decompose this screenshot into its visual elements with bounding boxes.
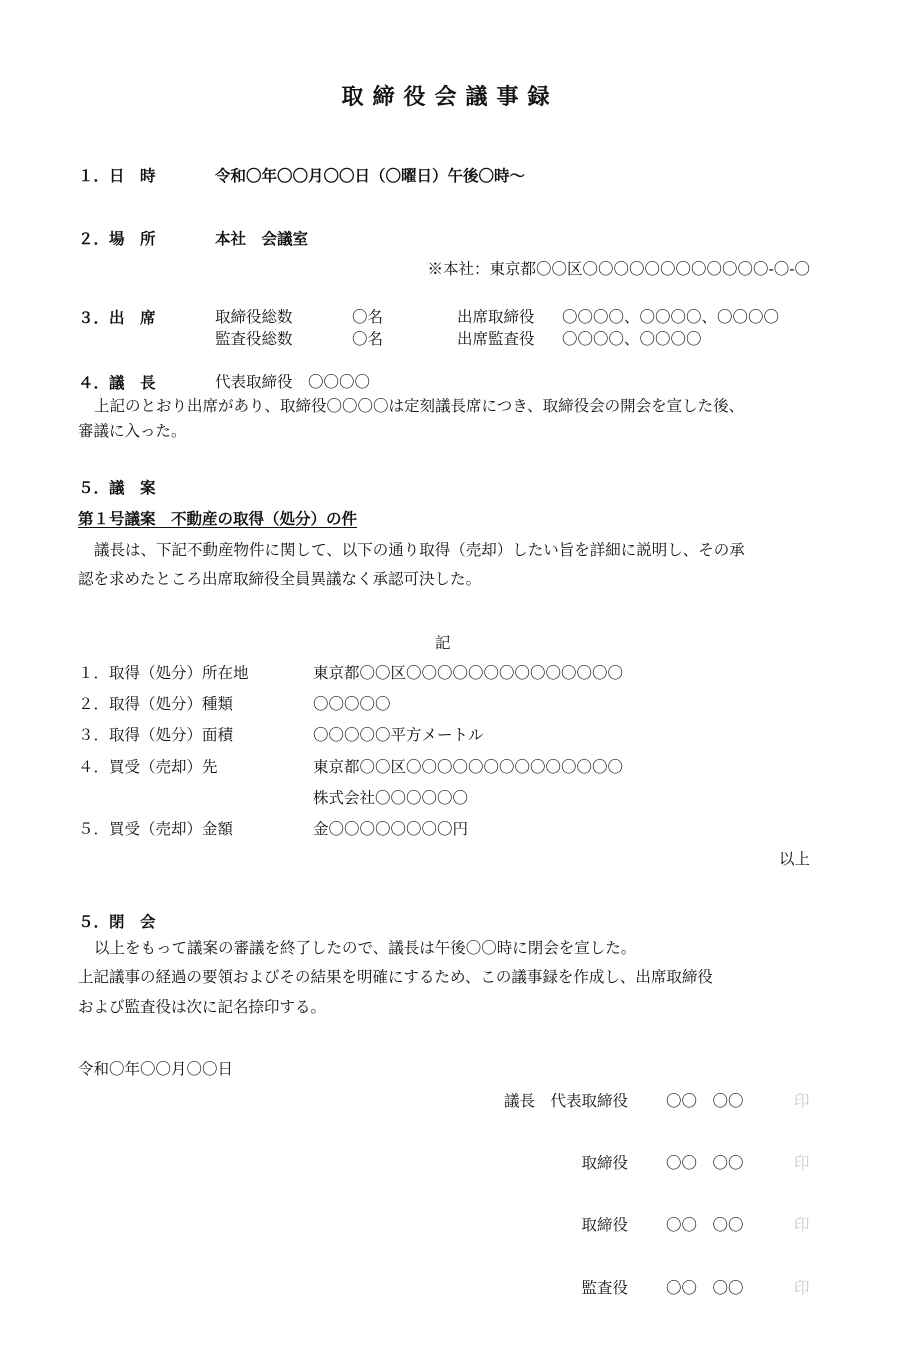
section-5-label: ５．議 案 xyxy=(78,478,156,497)
meeting-datetime: 令和〇年〇〇月〇〇日（〇曜日）午後〇時～ xyxy=(215,166,526,185)
document-date: 令和〇年〇〇月〇〇日 xyxy=(78,1060,234,1078)
agenda-paragraph-line-1: 議長は、下記不動産物件に関して、以下の通り取得（売却）したい旨を詳細に説明し、その承 xyxy=(94,541,745,559)
closing-line-3: および監査役は次に記名捺印する。 xyxy=(78,998,327,1016)
head-office-note: ※本社：東京都〇〇区〇〇〇〇〇〇〇〇〇〇〇〇-〇-〇 xyxy=(427,260,810,278)
directors-total-value: 〇名 xyxy=(352,308,384,326)
signature-role: 監査役 xyxy=(581,1279,628,1297)
signature-role: 議長 代表取締役 xyxy=(503,1092,628,1110)
item-value: 東京都〇〇区〇〇〇〇〇〇〇〇〇〇〇〇〇〇 xyxy=(313,758,624,776)
closing-line-2: 上記議事の経過の要領およびその結果を明確にするため、この議事録を作成し、出席取締役 xyxy=(78,968,713,986)
item-value: 〇〇〇〇〇平方メートル xyxy=(313,726,484,744)
section-closing-label: ５．閉 会 xyxy=(78,912,156,931)
section-4-label: ４．議 長 xyxy=(78,373,156,392)
seal-mark: 印 xyxy=(794,1154,810,1172)
present-directors-label: 出席取締役 xyxy=(457,308,535,326)
section-1-label: １．日 時 xyxy=(78,166,156,185)
item-value: 東京都〇〇区〇〇〇〇〇〇〇〇〇〇〇〇〇〇 xyxy=(313,664,624,682)
directors-total-label: 取締役総数 xyxy=(215,308,293,326)
chairperson: 代表取締役 〇〇〇〇 xyxy=(215,373,371,391)
meeting-place: 本社 会議室 xyxy=(215,229,309,248)
seal-mark: 印 xyxy=(794,1279,810,1297)
auditors-total-value: 〇名 xyxy=(352,330,384,348)
section-2-label: ２．場 所 xyxy=(78,229,156,248)
present-auditors-value: 〇〇〇〇、〇〇〇〇 xyxy=(562,330,702,348)
item-label: ２．取得（処分）種類 xyxy=(78,695,234,713)
item-value: 金〇〇〇〇〇〇〇〇円 xyxy=(313,820,469,838)
item-label: ４．買受（売却）先 xyxy=(78,758,218,776)
agenda-paragraph-line-2: 認を求めたところ出席取締役全員異議なく承認可決した。 xyxy=(78,570,482,588)
document-title: 取締役会議事録 xyxy=(341,84,559,110)
chair-paragraph-line-1: 上記のとおり出席があり、取締役〇〇〇〇は定刻議長席につき、取締役会の開会を宣した後、 xyxy=(94,397,745,415)
item-label: ５．買受（売却）金額 xyxy=(78,820,234,838)
item-label: ３．取得（処分）面積 xyxy=(78,726,234,744)
present-directors-value: 〇〇〇〇、〇〇〇〇、〇〇〇〇 xyxy=(562,308,780,326)
signature-name: 〇〇 〇〇 xyxy=(666,1154,744,1172)
closing-line-1: 以上をもって議案の審議を終了したので、議長は午後〇〇時に閉会を宣した。 xyxy=(94,939,637,957)
signature-role: 取締役 xyxy=(581,1216,628,1234)
chair-paragraph-line-2: 審議に入った。 xyxy=(78,422,187,440)
signature-name: 〇〇 〇〇 xyxy=(666,1216,744,1234)
ki-heading: 記 xyxy=(435,634,451,652)
ijou-end-mark: 以上 xyxy=(778,850,810,868)
item-label: １．取得（処分）所在地 xyxy=(78,664,249,682)
item-value: 株式会社〇〇〇〇〇〇 xyxy=(313,789,469,807)
signature-name: 〇〇 〇〇 xyxy=(666,1279,744,1297)
signature-role: 取締役 xyxy=(581,1154,628,1172)
seal-mark: 印 xyxy=(794,1092,810,1110)
seal-mark: 印 xyxy=(794,1216,810,1234)
auditors-total-label: 監査役総数 xyxy=(215,330,293,348)
section-3-label: ３．出 席 xyxy=(78,308,156,327)
signature-name: 〇〇 〇〇 xyxy=(666,1092,744,1110)
agenda-title: 第１号議案 不動産の取得（処分）の件 xyxy=(78,509,358,528)
present-auditors-label: 出席監査役 xyxy=(457,330,535,348)
item-value: 〇〇〇〇〇 xyxy=(313,695,391,713)
